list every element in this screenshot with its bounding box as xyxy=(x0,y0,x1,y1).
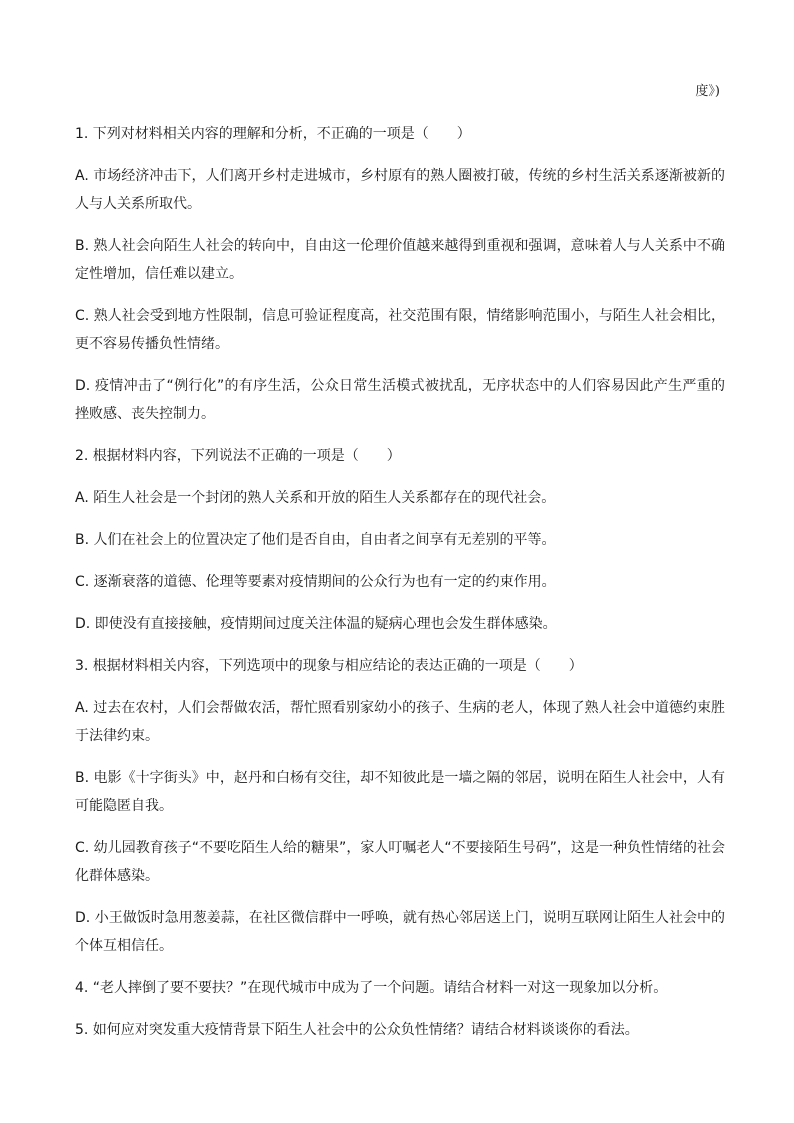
question-2-option-d: D. 即使没有直接接触，疫情期间过度关注体温的疑病心理也会发生群体感染。 xyxy=(75,616,557,632)
question-5-stem: 5. 如何应对突发重大疫情背景下陌生人社会中的公众负性情绪？请结合材料谈谈你的看法。 xyxy=(75,1022,639,1038)
question-1-option-a: A. 市场经济冲击下，人们离开乡村走进城市，乡村原有的熟人圈被打破，传统的乡村生活关系逐渐被新的人与人关系所取代。 xyxy=(75,168,725,212)
question-1-option-c: C. 熟人社会受到地方性限制，信息可验证程度高，社交范围有限，情绪影响范围小，与陌生人社会相比，更不容易传播负性情绪。 xyxy=(75,308,725,352)
question-2-option-b: B. 人们在社会上的位置决定了他们是否自由，自由者之间享有无差别的平等。 xyxy=(75,532,556,548)
question-2-option-c: C. 逐渐衰落的道德、伦理等要素对疫情期间的公众行为也有一定的约束作用。 xyxy=(75,574,556,590)
question-content xyxy=(75,120,725,1058)
question-1-stem: 1. 下列对材料相关内容的理解和分析，不正确的一项是（ ） xyxy=(75,126,471,142)
question-1-option-d: D. 疫情冲击了“例行化”的有序生活，公众日常生活模式被扰乱，无序状态中的人们容易因此产生严重的挫败感、丧失控制力。 xyxy=(75,378,725,422)
question-3-option-b: B. 电影《十字街头》中，赵丹和白杨有交往，却不知彼此是一墙之隔的邻居，说明在陌生人社会中，人有可能隐匿自我。 xyxy=(75,770,725,814)
question-2-option-a: A. 陌生人社会是一个封闭的熟人关系和开放的陌生人关系都存在的现代社会。 xyxy=(75,490,556,506)
question-1-option-b: B. 熟人社会向陌生人社会的转向中，自由这一伦理价值越来越得到重视和强调，意味着人与人关系中不确定性增加，信任难以建立。 xyxy=(75,238,725,282)
question-2-stem: 2. 根据材料内容，下列说法不正确的一项是（ ） xyxy=(75,448,401,464)
question-3-option-c: C. 幼儿园教育孩子“不要吃陌生人给的糖果”，家人叮嘱老人“不要接陌生号码”，这是一种负性情绪的社会化群体感染。 xyxy=(75,840,725,884)
question-3-option-d: D. 小王做饭时急用葱姜蒜，在社区微信群中一呼唤，就有热心邻居送上门，说明互联网让陌生人社会中的个体互相信任。 xyxy=(75,910,725,954)
header-fragment: 度》) xyxy=(695,84,720,99)
question-4-stem: 4. “老人摔倒了要不要扶？”在现代城市中成为了一个问题。请结合材料一对这一现象加以分析。 xyxy=(75,980,668,996)
question-3-stem: 3. 根据材料相关内容，下列选项中的现象与相应结论的表达正确的一项是（ ） xyxy=(75,658,583,674)
question-3-option-a: A. 过去在农村，人们会帮做农活，帮忙照看别家幼小的孩子、生病的老人，体现了熟人社会中道德约束胜于法律约束。 xyxy=(75,700,725,744)
